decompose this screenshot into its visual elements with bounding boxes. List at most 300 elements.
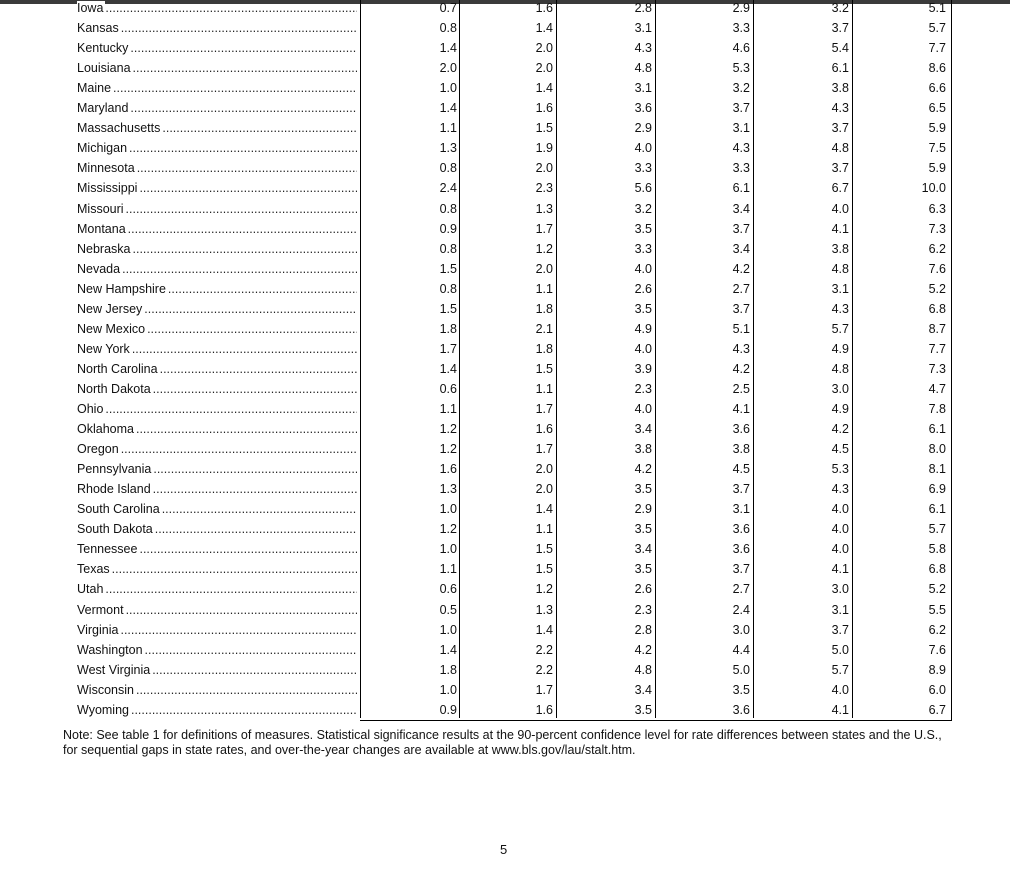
table-row: [0, 299, 1010, 319]
state-name: West Virginia: [77, 662, 151, 677]
value-cell: 4.8: [634, 662, 652, 677]
value-cell: 1.1: [535, 381, 553, 396]
state-name-cell: [77, 479, 357, 499]
value-cell: 3.1: [831, 602, 849, 617]
table-row: [0, 219, 1010, 239]
state-name-cell: [77, 579, 357, 599]
state-name-cell: [77, 499, 357, 519]
value-cell: 4.0: [831, 522, 849, 537]
value-cell: 3.8: [732, 442, 750, 457]
value-cell: 3.9: [634, 361, 652, 376]
state-name: Missouri: [77, 201, 124, 216]
state-name: Iowa: [77, 1, 104, 15]
value-cell: 2.3: [535, 181, 553, 196]
value-cell: 4.9: [634, 321, 652, 336]
value-cell: 0.6: [439, 582, 457, 597]
value-cell: 5.1: [732, 321, 750, 336]
value-cell: 3.1: [831, 281, 849, 296]
value-cell: 1.4: [439, 361, 457, 376]
state-name-cell: [77, 58, 357, 78]
value-cell: 0.9: [439, 702, 457, 717]
table-row: [0, 319, 1010, 339]
value-cell: 6.7: [831, 181, 849, 196]
value-cell: 1.6: [535, 702, 553, 717]
value-cell: 3.7: [732, 221, 750, 236]
state-name: Oregon: [77, 442, 119, 457]
value-cell: 4.8: [634, 61, 652, 76]
state-name: Wyoming: [77, 702, 129, 717]
value-cell: 4.5: [831, 442, 849, 457]
table-row: [0, 419, 1010, 439]
state-name: New Jersey: [77, 301, 143, 316]
state-name: South Carolina: [77, 502, 160, 517]
value-cell: 1.6: [439, 462, 457, 477]
table-row: [0, 620, 1010, 640]
value-cell: 3.4: [634, 422, 652, 437]
value-cell: 5.8: [928, 542, 946, 557]
value-cell: 1.1: [439, 562, 457, 577]
value-cell: 0.8: [439, 161, 457, 176]
value-cell: 1.5: [439, 261, 457, 276]
state-name: New York: [77, 341, 130, 356]
value-cell: 4.0: [831, 542, 849, 557]
value-cell: 3.5: [732, 682, 750, 697]
state-name-cell: [77, 359, 357, 379]
value-cell: 6.1: [928, 422, 946, 437]
value-cell: 7.3: [928, 361, 946, 376]
value-cell: 5.9: [928, 161, 946, 176]
state-name: Kansas: [77, 21, 119, 36]
value-cell: 1.8: [535, 301, 553, 316]
value-cell: 1.0: [439, 682, 457, 697]
state-name-cell: [77, 239, 357, 259]
value-cell: 8.0: [928, 442, 946, 457]
value-cell: 3.3: [732, 161, 750, 176]
value-cell: 2.6: [634, 281, 652, 296]
state-name: Mississippi: [77, 181, 138, 196]
state-name: Virginia: [77, 622, 119, 637]
value-cell: 3.7: [732, 482, 750, 497]
state-name: New Mexico: [77, 321, 146, 336]
state-name: Nevada: [77, 261, 121, 276]
value-cell: 4.3: [831, 482, 849, 497]
state-name: Utah: [77, 582, 104, 597]
value-cell: 6.0: [928, 682, 946, 697]
table-row: [0, 479, 1010, 499]
value-cell: 5.0: [831, 642, 849, 657]
value-cell: 5.7: [928, 21, 946, 36]
value-cell: 5.2: [928, 281, 946, 296]
value-cell: 0.8: [439, 281, 457, 296]
value-cell: 7.8: [928, 402, 946, 416]
value-cell: 3.5: [634, 562, 652, 577]
value-cell: 3.8: [634, 442, 652, 457]
value-cell: 4.0: [831, 682, 849, 697]
state-name-cell: [77, 439, 357, 459]
state-name: Michigan: [77, 141, 128, 156]
state-name-cell: [77, 640, 357, 660]
state-name: Oklahoma: [77, 422, 134, 437]
value-cell: 3.7: [831, 121, 849, 136]
value-cell: 1.7: [535, 221, 553, 236]
value-cell: 1.4: [439, 642, 457, 657]
value-cell: 7.7: [928, 341, 946, 356]
value-cell: 2.6: [634, 582, 652, 597]
value-cell: 1.1: [439, 402, 457, 416]
value-cell: 6.9: [928, 482, 946, 497]
state-name-cell: [77, 178, 357, 198]
value-cell: 2.0: [535, 462, 553, 477]
state-name: Texas: [77, 562, 110, 577]
value-cell: 4.0: [634, 341, 652, 356]
state-name: Minnesota: [77, 161, 135, 176]
value-cell: 1.2: [439, 442, 457, 457]
state-name-cell: [77, 419, 357, 439]
state-name-cell: [77, 18, 357, 38]
value-cell: 3.5: [634, 522, 652, 537]
value-cell: 6.2: [928, 241, 946, 256]
value-cell: 5.9: [928, 121, 946, 136]
value-cell: 0.8: [439, 241, 457, 256]
value-cell: 6.8: [928, 562, 946, 577]
value-cell: 1.1: [439, 121, 457, 136]
table-row: [0, 399, 1010, 419]
value-cell: 1.4: [535, 81, 553, 96]
value-cell: 4.8: [831, 261, 849, 276]
value-cell: 1.3: [535, 602, 553, 617]
value-cell: 2.7: [732, 582, 750, 597]
value-cell: 3.7: [732, 101, 750, 116]
table-row: [0, 379, 1010, 399]
value-cell: 4.2: [831, 422, 849, 437]
table-row: [0, 178, 1010, 198]
value-cell: 4.8: [831, 361, 849, 376]
value-cell: 3.8: [831, 81, 849, 96]
value-cell: 3.6: [732, 542, 750, 557]
value-cell: 1.5: [535, 361, 553, 376]
value-cell: 3.6: [732, 522, 750, 537]
value-cell: 4.1: [732, 402, 750, 416]
value-cell: 1.7: [535, 682, 553, 697]
value-cell: 4.0: [634, 261, 652, 276]
value-cell: 3.6: [634, 101, 652, 116]
value-cell: 4.0: [634, 141, 652, 156]
value-cell: 3.1: [732, 121, 750, 136]
value-cell: 5.1: [928, 1, 946, 15]
state-name-cell: [77, 78, 357, 98]
state-name-cell: [77, 38, 357, 58]
value-cell: 5.7: [928, 522, 946, 537]
state-name: Maine: [77, 81, 112, 96]
value-cell: 1.6: [535, 1, 553, 15]
state-name: Wisconsin: [77, 682, 134, 697]
value-cell: 3.2: [732, 81, 750, 96]
value-cell: 6.5: [928, 101, 946, 116]
value-cell: 3.5: [634, 221, 652, 236]
table-row: [0, 660, 1010, 680]
value-cell: 5.3: [831, 462, 849, 477]
value-cell: 4.3: [634, 41, 652, 56]
value-cell: 1.4: [439, 41, 457, 56]
value-cell: 3.4: [732, 241, 750, 256]
state-name-cell: [77, 559, 357, 579]
table-row: [0, 559, 1010, 579]
value-cell: 1.2: [439, 522, 457, 537]
value-cell: 1.8: [535, 341, 553, 356]
value-cell: 4.3: [732, 141, 750, 156]
value-cell: 5.5: [928, 602, 946, 617]
value-cell: 1.5: [535, 562, 553, 577]
value-cell: 3.4: [732, 201, 750, 216]
table-row: [0, 600, 1010, 620]
state-name-cell: [77, 199, 357, 219]
value-cell: 0.6: [439, 381, 457, 396]
value-cell: 3.0: [831, 582, 849, 597]
state-name: Louisiana: [77, 61, 131, 76]
value-cell: 4.2: [634, 642, 652, 657]
value-cell: 1.9: [535, 141, 553, 156]
value-cell: 3.2: [634, 201, 652, 216]
value-cell: 1.0: [439, 81, 457, 96]
value-cell: 4.8: [831, 141, 849, 156]
value-cell: 0.8: [439, 201, 457, 216]
value-cell: 6.8: [928, 301, 946, 316]
value-cell: 4.4: [732, 642, 750, 657]
state-name-cell: [77, 339, 357, 359]
value-cell: 0.9: [439, 221, 457, 236]
table-row: [0, 58, 1010, 78]
value-cell: 1.8: [439, 321, 457, 336]
value-cell: 5.0: [732, 662, 750, 677]
table-row: [0, 98, 1010, 118]
value-cell: 7.6: [928, 261, 946, 276]
state-name-cell: [77, 319, 357, 339]
value-cell: 2.4: [732, 602, 750, 617]
value-cell: 5.7: [831, 321, 849, 336]
state-name-cell: [77, 138, 357, 158]
state-name-cell: [77, 620, 357, 640]
value-cell: 5.7: [831, 662, 849, 677]
table-row: [0, 18, 1010, 38]
value-cell: 4.0: [634, 402, 652, 416]
value-cell: 3.7: [732, 301, 750, 316]
value-cell: 6.3: [928, 201, 946, 216]
value-cell: 2.0: [535, 61, 553, 76]
state-name: Maryland: [77, 101, 129, 116]
value-cell: 1.4: [439, 101, 457, 116]
value-cell: 4.2: [634, 462, 652, 477]
value-cell: 4.6: [732, 41, 750, 56]
state-name: Washington: [77, 642, 143, 657]
value-cell: 1.5: [535, 542, 553, 557]
value-cell: 3.7: [831, 622, 849, 637]
value-cell: 3.7: [831, 161, 849, 176]
value-cell: 4.5: [732, 462, 750, 477]
table-row: [0, 259, 1010, 279]
value-cell: 1.0: [439, 542, 457, 557]
value-cell: 8.9: [928, 662, 946, 677]
value-cell: 2.8: [634, 622, 652, 637]
table-row: [0, 640, 1010, 660]
value-cell: 2.2: [535, 642, 553, 657]
value-cell: 1.4: [535, 21, 553, 36]
table-row: [0, 38, 1010, 58]
state-name: Vermont: [77, 602, 124, 617]
value-cell: 0.7: [439, 1, 457, 15]
value-cell: 2.0: [535, 41, 553, 56]
value-cell: 2.3: [634, 381, 652, 396]
table-row: [0, 439, 1010, 459]
table-row: [0, 459, 1010, 479]
value-cell: 2.4: [439, 181, 457, 196]
value-cell: 3.0: [732, 622, 750, 637]
state-name-cell: [77, 539, 357, 559]
value-cell: 5.4: [831, 41, 849, 56]
table-row: [0, 579, 1010, 599]
state-name-cell: [77, 700, 357, 720]
value-cell: 0.5: [439, 602, 457, 617]
table-row: [0, 680, 1010, 700]
state-name: North Carolina: [77, 361, 158, 376]
value-cell: 5.2: [928, 582, 946, 597]
table-row: [0, 158, 1010, 178]
table-row: [0, 700, 1010, 720]
state-name-cell: [77, 158, 357, 178]
value-cell: 4.7: [928, 381, 946, 396]
state-name-cell: [77, 279, 357, 299]
value-cell: 1.2: [535, 241, 553, 256]
value-cell: 2.8: [634, 1, 652, 15]
value-cell: 3.6: [732, 702, 750, 717]
state-name-cell: [77, 299, 357, 319]
value-cell: 6.7: [928, 702, 946, 717]
table-row: [0, 499, 1010, 519]
table-row: [0, 78, 1010, 98]
state-name: Pennsylvania: [77, 462, 152, 477]
state-name: Rhode Island: [77, 482, 151, 497]
value-cell: 1.1: [535, 281, 553, 296]
value-cell: 2.1: [535, 321, 553, 336]
table-row: [0, 0, 1010, 18]
value-cell: 2.9: [634, 121, 652, 136]
value-cell: 10.0: [921, 181, 946, 196]
value-cell: 6.6: [928, 81, 946, 96]
state-name: North Dakota: [77, 381, 151, 396]
state-name: Kentucky: [77, 41, 129, 56]
value-cell: 3.4: [634, 542, 652, 557]
state-name-cell: [77, 600, 357, 620]
value-cell: 8.1: [928, 462, 946, 477]
value-cell: 7.3: [928, 221, 946, 236]
value-cell: 1.2: [439, 422, 457, 437]
value-cell: 1.3: [439, 482, 457, 497]
value-cell: 8.7: [928, 321, 946, 336]
value-cell: 4.2: [732, 261, 750, 276]
value-cell: 4.9: [831, 341, 849, 356]
value-cell: 3.6: [732, 422, 750, 437]
value-cell: 3.8: [831, 241, 849, 256]
value-cell: 4.1: [831, 702, 849, 717]
value-cell: 4.3: [732, 341, 750, 356]
table-row: [0, 138, 1010, 158]
state-name-cell: [77, 98, 357, 118]
table-row: [0, 118, 1010, 138]
value-cell: 3.0: [831, 381, 849, 396]
table-row: [0, 339, 1010, 359]
table-row: [0, 239, 1010, 259]
table-row: [0, 539, 1010, 559]
state-name: Tennessee: [77, 542, 138, 557]
value-cell: 1.1: [535, 522, 553, 537]
value-cell: 2.0: [439, 61, 457, 76]
state-name-cell: [77, 459, 357, 479]
value-cell: 1.7: [535, 402, 553, 416]
state-name-cell: [77, 379, 357, 399]
value-cell: 3.2: [831, 1, 849, 15]
state-name: South Dakota: [77, 522, 153, 537]
value-cell: 3.7: [831, 21, 849, 36]
value-cell: 2.5: [732, 381, 750, 396]
value-cell: 6.1: [928, 502, 946, 517]
value-cell: 1.6: [535, 101, 553, 116]
state-name: Montana: [77, 221, 126, 236]
value-cell: 2.0: [535, 161, 553, 176]
state-name-cell: [77, 680, 357, 700]
value-cell: 8.6: [928, 61, 946, 76]
state-name-cell: [77, 0, 357, 18]
value-cell: 4.0: [831, 502, 849, 517]
value-cell: 2.0: [535, 482, 553, 497]
value-cell: 4.1: [831, 562, 849, 577]
value-cell: 2.2: [535, 662, 553, 677]
value-cell: 6.1: [831, 61, 849, 76]
table-row: [0, 199, 1010, 219]
value-cell: 3.5: [634, 702, 652, 717]
state-name: New Hampshire: [77, 281, 166, 296]
value-cell: 1.3: [439, 141, 457, 156]
state-name: Massachusetts: [77, 121, 161, 136]
value-cell: 4.3: [831, 101, 849, 116]
state-name-cell: [77, 118, 357, 138]
value-cell: 3.1: [732, 502, 750, 517]
state-name: Ohio: [77, 402, 104, 416]
page-number: 5: [500, 842, 508, 857]
value-cell: 4.1: [831, 221, 849, 236]
value-cell: 3.4: [634, 682, 652, 697]
state-name-cell: [77, 219, 357, 239]
value-cell: 1.7: [439, 341, 457, 356]
value-cell: 1.5: [439, 301, 457, 316]
table-row: [0, 519, 1010, 539]
state-name-cell: [77, 519, 357, 539]
value-cell: 1.4: [535, 502, 553, 517]
value-cell: 1.2: [535, 582, 553, 597]
value-cell: 3.3: [634, 241, 652, 256]
value-cell: 3.7: [732, 562, 750, 577]
table-row: [0, 359, 1010, 379]
value-cell: 1.0: [439, 502, 457, 517]
value-cell: 2.3: [634, 602, 652, 617]
value-cell: 6.2: [928, 622, 946, 637]
value-cell: 2.9: [634, 502, 652, 517]
value-cell: 4.3: [831, 301, 849, 316]
value-cell: 4.9: [831, 402, 849, 416]
state-name: Nebraska: [77, 241, 131, 256]
value-cell: 1.7: [535, 442, 553, 457]
value-cell: 4.2: [732, 361, 750, 376]
state-name-cell: [77, 399, 357, 419]
value-cell: 4.0: [831, 201, 849, 216]
